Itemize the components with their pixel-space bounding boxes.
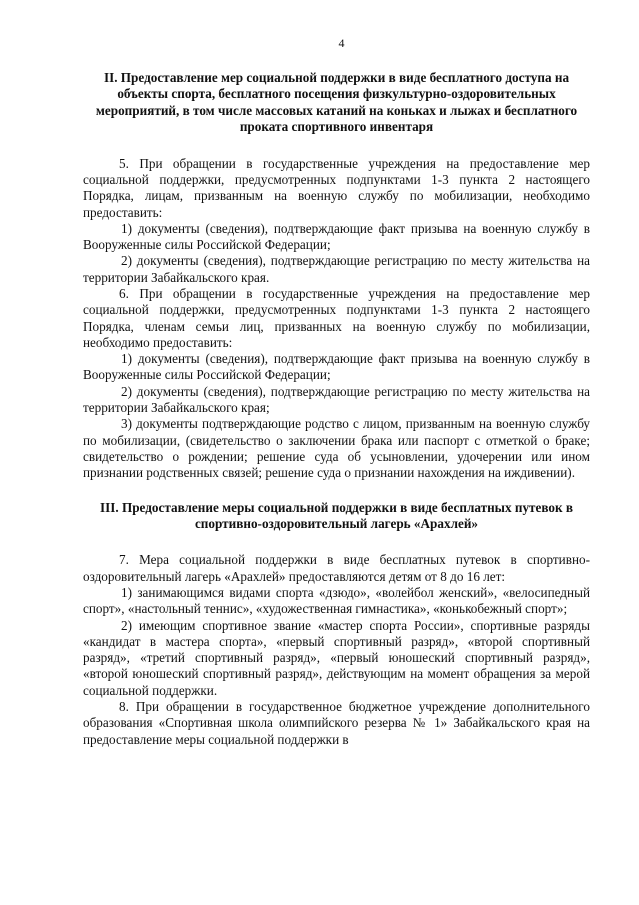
paragraph-7-item-2: 2) имеющим спортивное звание «мастер спорта России», спортивные разряды «кандидат в мастера спорта», «первый спортивный разряд», «второй спортивный разряд», «третий спортивный разряд», «первый юношеский спортивный разряд», «второй юношеский спортивный разряд», действующим на момент обращения за мерой социальной поддержки. [83, 617, 590, 698]
paragraph-5-item-2: 2) документы (сведения), подтверждающие регистрацию по месту жительства на территории Забайкальского края. [83, 253, 590, 285]
paragraph-7-item-1: 1) занимающимся видами спорта «дзюдо», «волейбол женский», «велосипедный спорт», «настольный теннис», «художественная гимнастика», «конькобежный спорт»; [83, 584, 590, 617]
section-3-heading: III. Предоставление меры социальной поддержки в виде бесплатных путевок в спортивно-оздоровительный лагерь «Арахлей» [99, 499, 574, 531]
section-2-heading: II. Предоставление мер социальной поддержки в виде бесплатного доступа на объекты спорта, бесплатного посещения физкультурно-оздоровительных мероприятий, в том числе массовых катаний на коньках и лыжах и бесплатного проката спортивного инвентаря [95, 70, 578, 135]
paragraph-7: 7. Мера социальной поддержки в виде бесплатных путевок в спортивно-оздоровительный лагерь «Арахлей» предоставляются детям от 8 до 16 лет: [83, 552, 590, 584]
paragraph-8: 8. При обращении в государственное бюджетное учреждение дополнительного образования «Спортивная школа олимпийского резерва № 1» Забайкальского края на предоставление меры социальной поддержки в [83, 699, 590, 747]
page-number: 4 [338, 36, 345, 50]
paragraph-6-item-2: 2) документы (сведения), подтверждающие регистрацию по месту жительства на территории Забайкальского края; [83, 383, 590, 416]
paragraph-6-item-3: 3) документы подтверждающие родство с лицом, призванным на военную службу по мобилизации, (свидетельство о заключении брака или паспорт с отметкой о браке; свидетельство о рождении; решение суда об усыновлении, удочерении или ином признании родственных связей; решение суда о признании нахождения на иждивении). [83, 416, 590, 481]
paragraph-5: 5. При обращении в государственные учреждения на предоставление мер социальной поддержки, предусмотренных подпунктами 1-3 пункта 2 настоящего Порядка, лицам, призванным на военную службу по мобилизации, необходимо предоставить: [83, 155, 590, 220]
paragraph-6: 6. При обращении в государственные учреждения на предоставление мер социальной поддержки, предусмотренных подпунктами 1-3 пункта 2 настоящего Порядка, членам семьи лиц, призванных на военную службу по мобилизации, необходимо предоставить: [83, 286, 590, 350]
paragraph-6-item-1: 1) документы (сведения), подтверждающие факт призыва на военную службу в Вооруженные силы Российской Федерации; [83, 351, 590, 383]
paragraph-5-item-1: 1) документы (сведения), подтверждающие факт призыва на военную службу в Вооруженные силы Российской Федерации; [83, 220, 590, 253]
